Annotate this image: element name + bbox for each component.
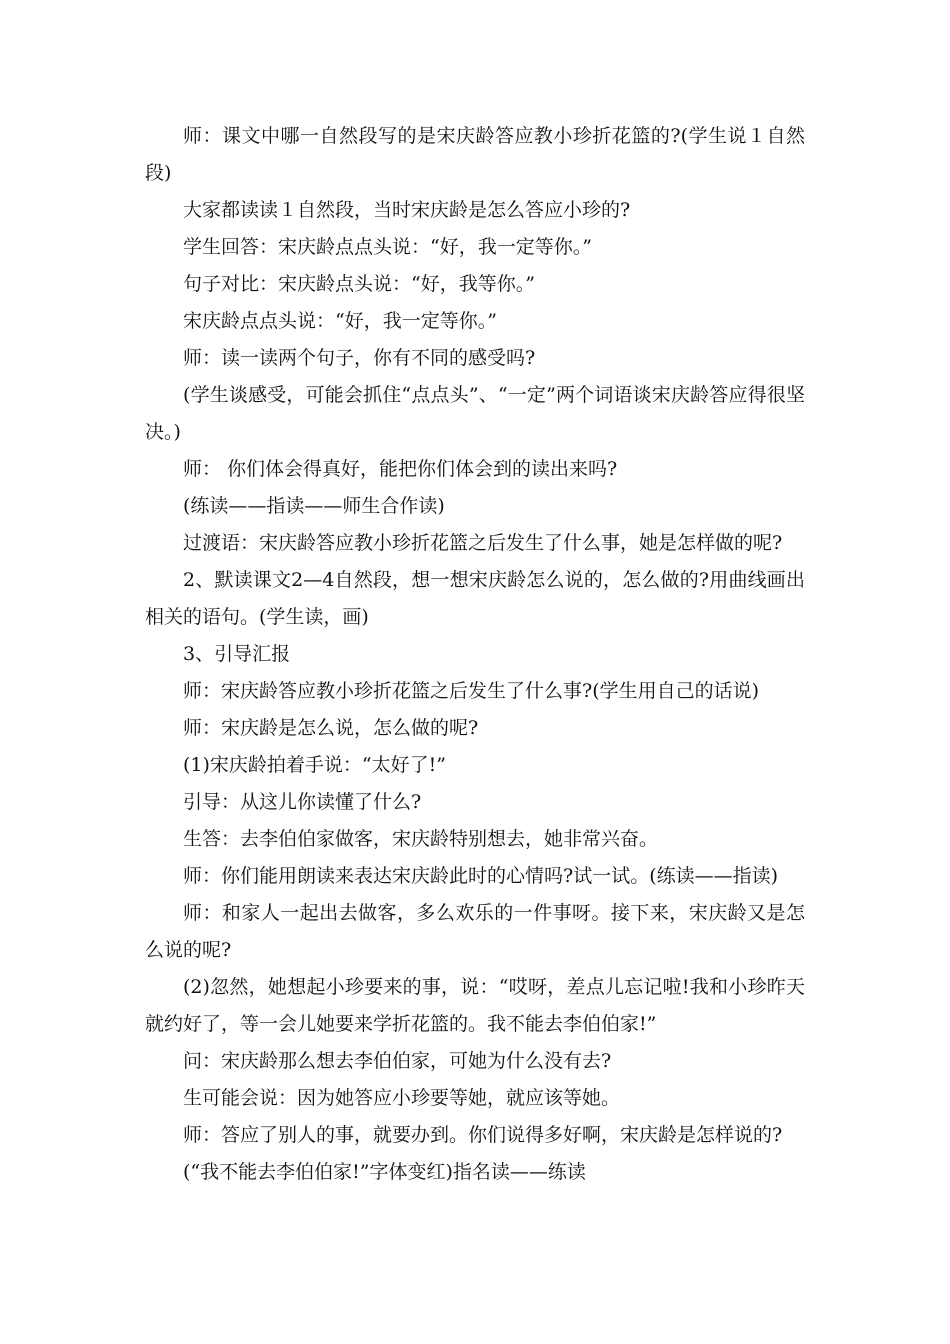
paragraph: 生可能会说：因为她答应小珍要等她，就应该等她。 [183, 1087, 621, 1109]
paragraph: 生答：去李伯伯家做客，宋庆龄特别想去，她非常兴奋。 [183, 828, 659, 850]
paragraph: 师：你们能用朗读来表达宋庆龄此时的心情吗?试一试。(练读——指读) [183, 865, 779, 887]
paragraph: 大家都读读１自然段，当时宋庆龄是怎么答应小珍的? [183, 199, 631, 221]
paragraph: 师：和家人一起出去做客，多么欢乐的一件事呀。接下来，宋庆龄又是怎么说的呢? [145, 902, 805, 961]
paragraph: (1)宋庆龄拍着手说：“太好了!” [183, 754, 446, 776]
paragraph: 师：宋庆龄是怎么说，怎么做的呢? [183, 717, 479, 739]
paragraph: 师：课文中哪一自然段写的是宋庆龄答应教小珍折花篮的?(学生说１自然段) [145, 125, 805, 184]
paragraph: 学生回答：宋庆龄点点头说：“好，我一定等你。” [183, 236, 592, 258]
document-body [145, 118, 805, 1191]
paragraph: 师：宋庆龄答应教小珍折花篮之后发生了什么事?(学生用自己的话说) [183, 680, 760, 702]
paragraph: 3、引导汇报 [183, 643, 291, 665]
paragraph: 引导：从这儿你读懂了什么? [183, 791, 422, 813]
paragraph: 问：宋庆龄那么想去李伯伯家，可她为什么没有去? [183, 1050, 612, 1072]
paragraph: 句子对比：宋庆龄点头说：“好，我等你。” [183, 273, 535, 295]
paragraph: (“我不能去李伯伯家!”字体变红)指名读——练读 [183, 1161, 586, 1183]
paragraph: 2、默读课文2—4自然段，想一想宋庆龄怎么说的，怎么做的?用曲线画出相关的语句。(学生读，画) [145, 569, 805, 628]
paragraph: (学生谈感受，可能会抓住“点点头”、“一定”两个词语谈宋庆龄答应得很坚决。) [145, 384, 805, 443]
paragraph: (2)忽然，她想起小珍要来的事，说：“哎呀，差点儿忘记啦!我和小珍昨天就约好了，等一会儿她要来学折花篮的。我不能去李伯伯家!” [145, 976, 805, 1035]
paragraph: 过渡语：宋庆龄答应教小珍折花篮之后发生了什么事，她是怎样做的呢? [183, 532, 783, 554]
paragraph: 师： 你们体会得真好，能把你们体会到的读出来吗? [183, 458, 618, 480]
paragraph: (练读——指读——师生合作读) [183, 495, 445, 517]
paragraph: 宋庆龄点点头说：“好，我一定等你。” [183, 310, 497, 332]
paragraph: 师：答应了别人的事，就要办到。你们说得多好啊，宋庆龄是怎样说的? [183, 1124, 783, 1146]
paragraph: 师：读一读两个句子，你有不同的感受吗? [183, 347, 536, 369]
